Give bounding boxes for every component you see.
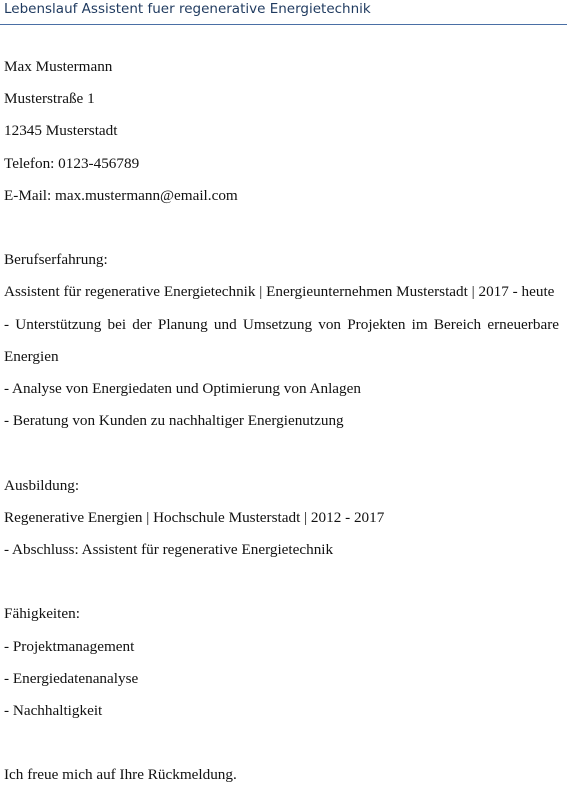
contact-name: Max Mustermann — [4, 58, 113, 75]
contact-phone: Telefon: 0123-456789 — [4, 154, 140, 172]
contact-block — [4, 51, 559, 212]
experience-bullet: - Analyse von Energiedaten und Optimierung von Anlagen — [4, 380, 361, 398]
spacer — [4, 566, 559, 598]
skill-item: - Nachhaltigkeit — [4, 702, 103, 720]
closing-line: Ich freue mich auf Ihre Rückmeldung. — [4, 766, 237, 784]
skills-heading: Fähigkeiten: — [4, 605, 80, 623]
experience-section — [4, 244, 559, 437]
document-header — [0, 0, 567, 25]
spacer — [4, 727, 559, 759]
experience-bullet: - Unterstützung bei der Planung und Umsetzung von Projekten im Bereich erneuerbare Energien — [4, 315, 559, 365]
experience-heading: Berufserfahrung: — [4, 251, 108, 269]
contact-email: E-Mail: max.mustermann@email.com — [4, 186, 238, 204]
skill-item: - Projektmanagement — [4, 637, 135, 655]
education-section — [4, 470, 559, 567]
spacer — [4, 212, 559, 244]
experience-bullet: - Beratung von Kunden zu nachhaltiger Energienutzung — [4, 412, 344, 430]
education-bullet: - Abschluss: Assistent für regenerative Energietechnik — [4, 541, 334, 559]
document-title: Lebenslauf Assistent fuer regenerative Energietechnik — [4, 1, 371, 17]
spacer — [4, 437, 559, 469]
contact-street: Musterstraße 1 — [4, 90, 95, 108]
experience-position: Assistent für regenerative Energietechnik | Energieunternehmen Musterstadt | 2017 - heute — [4, 283, 555, 301]
education-heading: Ausbildung: — [4, 476, 80, 494]
education-entry: Regenerative Energien | Hochschule Musterstadt | 2012 - 2017 — [4, 508, 385, 526]
contact-city: 12345 Musterstadt — [4, 122, 118, 140]
document-body — [4, 51, 559, 792]
skill-item: - Energiedatenanalyse — [4, 669, 139, 687]
skills-section — [4, 598, 559, 727]
